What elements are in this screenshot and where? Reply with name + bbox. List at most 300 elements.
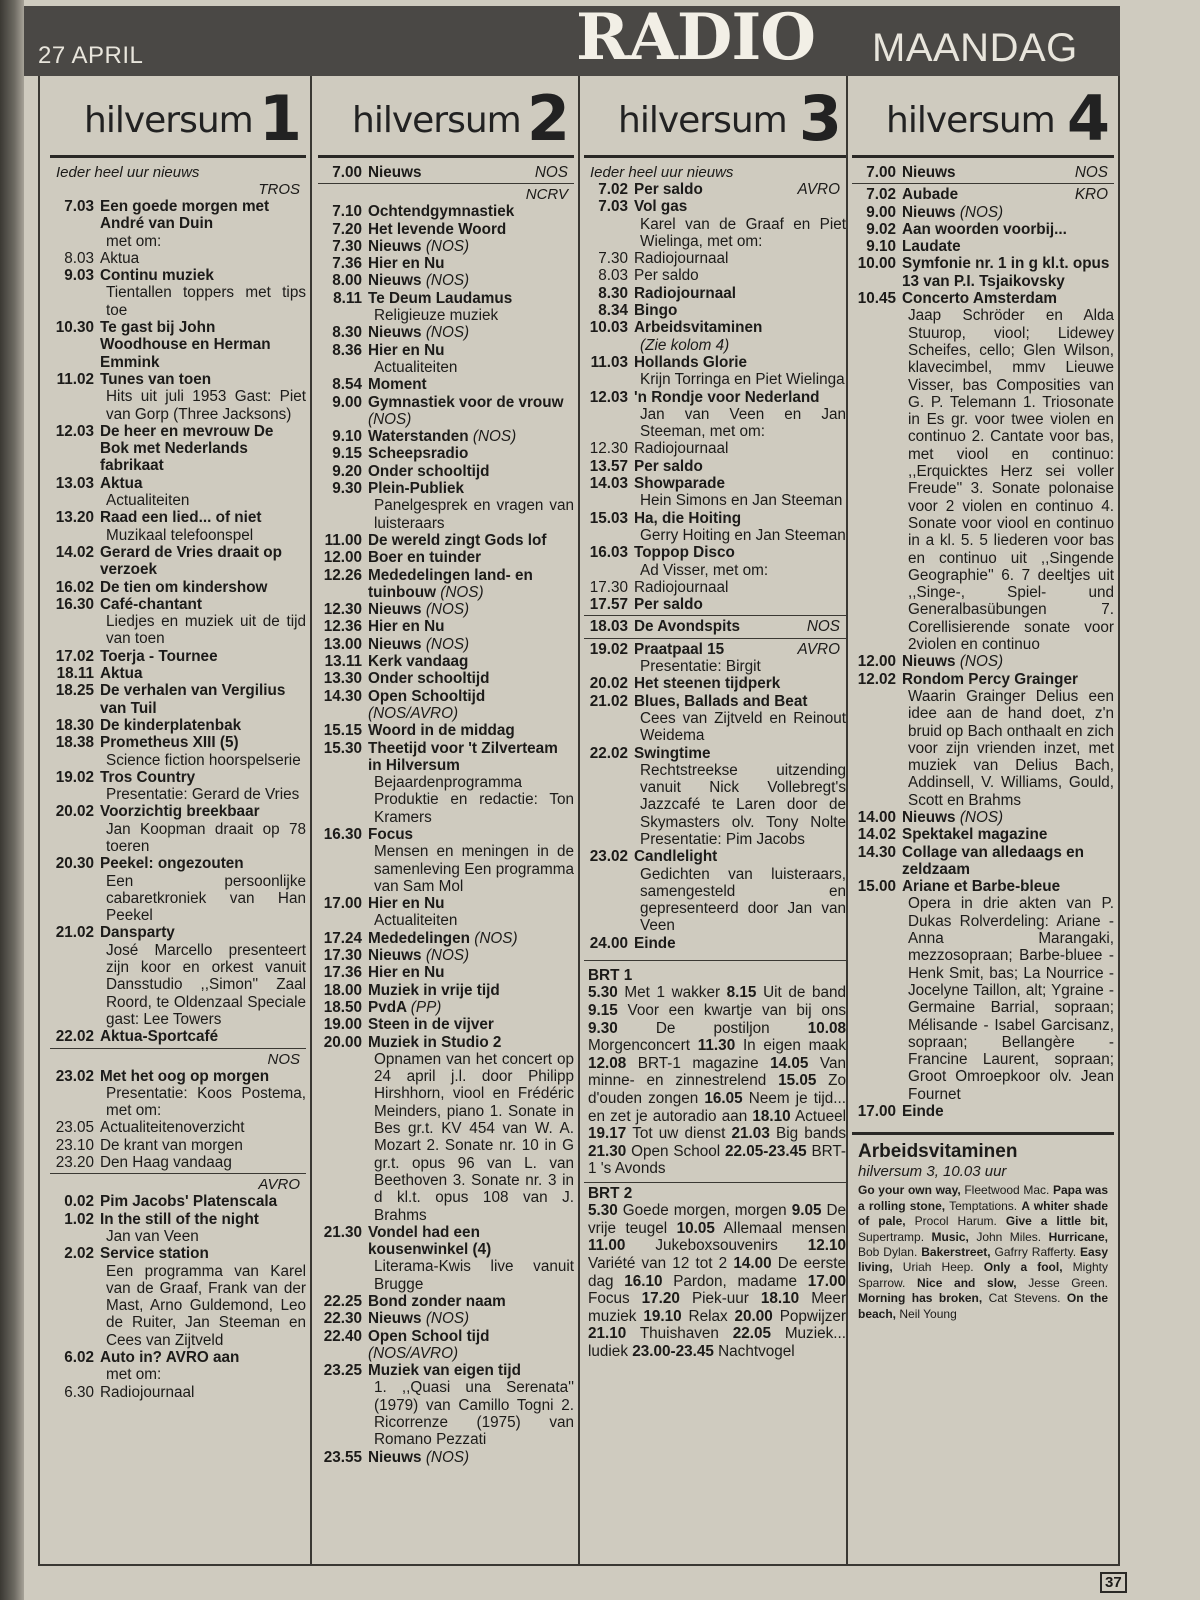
program-time: 9.15 (332, 445, 362, 463)
program-entry (50, 682, 306, 717)
program-line (634, 745, 846, 762)
program-line (902, 238, 1114, 255)
segment-time: 10.08 (807, 1019, 846, 1037)
station-number: 1 (258, 82, 302, 155)
program-line (634, 302, 846, 319)
program-time: 18.25 (55, 682, 94, 700)
program-title: Aktua (100, 249, 140, 267)
program-time: 23.10 (55, 1136, 94, 1154)
program-entry (318, 1293, 574, 1310)
segment-time: 23.00-23.45 (632, 1342, 714, 1360)
program-title: Radiojournaal (100, 1383, 195, 1401)
program-title: Mededelingen land- en tuinbouw (368, 566, 533, 601)
program-time: 7.00 (332, 164, 362, 181)
program-line (368, 601, 574, 618)
program-broadcaster: (NOS/AVRO) (368, 704, 459, 722)
program-list (50, 1193, 306, 1401)
program-line (368, 567, 574, 602)
program-description: Literama-Kwis live vanuit Brugge (374, 1258, 574, 1293)
program-line (368, 1016, 574, 1033)
program-entry (318, 1362, 574, 1379)
program-entry (318, 428, 574, 445)
program-time: 7.20 (332, 220, 362, 238)
program-time: 18.38 (55, 734, 94, 752)
program-title: Bond zonder naam (368, 1293, 506, 1310)
program-line (100, 544, 306, 579)
program-title: Hier en Nu (368, 255, 445, 273)
program-time: 8.00 (332, 272, 362, 290)
segment-time: 9.30 (588, 1019, 618, 1037)
program-line (100, 1211, 306, 1228)
segment-title: Piek-uur (691, 1290, 749, 1308)
program-description: Actualiteiten (374, 912, 458, 930)
program-title: De kinderplatenbak (100, 716, 242, 734)
song-artist: Procol Harum. (914, 1214, 997, 1229)
program-broadcaster: (NOS/AVRO) (368, 1344, 459, 1362)
program-entry (50, 924, 306, 941)
box-subtitle: hilversum 3, 10.03 uur (858, 1163, 1007, 1181)
segment-title: In eigen maak (742, 1037, 846, 1055)
program-title: Ariane et Barbe-bleue (902, 878, 1061, 896)
program-entry (852, 238, 1114, 255)
program-title: Scheepsradio (368, 445, 469, 463)
program-entry (318, 221, 574, 238)
program-title: Peekel: ongezouten (100, 855, 244, 873)
program-line (634, 250, 846, 267)
program-time: 2.02 (64, 1245, 94, 1263)
broadcaster-label: NOS (806, 618, 840, 636)
program-entry (50, 250, 306, 267)
program-line (368, 999, 574, 1016)
program-title: Nieuws (902, 808, 956, 826)
program-line (100, 1137, 306, 1154)
program-entry (318, 930, 574, 947)
song-artist: Temptations. (949, 1198, 1018, 1213)
program-title: Nieuws (368, 164, 422, 181)
segment-title: Big bands (776, 1125, 846, 1143)
column-divider (310, 76, 312, 1566)
song-title: Go your own way, (858, 1183, 961, 1198)
program-broadcaster: (NOS) (425, 272, 470, 290)
page-edge (0, 0, 24, 1600)
program-line (902, 844, 1114, 879)
program-line (100, 267, 306, 284)
program-entry (50, 579, 306, 596)
program-entry (50, 1211, 306, 1228)
program-entry (584, 285, 846, 302)
song-title: Morning has broken, (858, 1291, 983, 1306)
program-time: 22.30 (323, 1310, 362, 1328)
program-title: Candlelight (634, 848, 718, 866)
program-description: Een persoonlijke cabaretkroniek van Han Peekel (106, 872, 306, 925)
program-title: De tien om kindershow (100, 578, 268, 596)
segment-time: 18.10 (752, 1107, 791, 1125)
program-broadcaster: (NOS) (474, 929, 518, 947)
segment-time: 16.10 (624, 1272, 663, 1290)
program-title: Radiojournaal (634, 284, 736, 302)
program-time: 21.02 (55, 924, 94, 942)
column-hilversum-2 (318, 80, 574, 1564)
program-line (634, 198, 846, 215)
program-line (634, 475, 846, 492)
program-title: Vol gas (634, 198, 688, 216)
station-number: 3 (798, 82, 842, 155)
program-title: Toppop Disco (634, 544, 735, 562)
program-line (634, 354, 846, 371)
program-entry (852, 809, 1114, 826)
program-description: José Marcello presenteert zijn koor en orkest vanuit Dansstudio ,,Simon'' Zaal Roord, te Oldenzaal Speciale gast: Lee Towers (106, 941, 306, 1028)
program-time: 20.00 (323, 1033, 362, 1051)
program-line (368, 1293, 574, 1310)
program-title: De Avondspits (634, 618, 740, 636)
program-time: 8.03 (598, 267, 628, 285)
program-description: Panelgesprek en vragen van luisteraars (374, 497, 574, 532)
segment-time: 9.15 (588, 1001, 618, 1019)
program-description: Muzikaal telefoonspel (106, 526, 254, 544)
program-entry (50, 1349, 306, 1366)
segment-time: 8.15 (726, 984, 757, 1002)
program-entry (50, 596, 306, 613)
program-line (368, 342, 574, 359)
program-line (100, 371, 306, 388)
song-artist: John Miles. (976, 1229, 1042, 1244)
program-entry (318, 376, 574, 393)
program-entry (318, 653, 574, 670)
segment-time: 11.30 (697, 1037, 736, 1055)
program-list (50, 198, 306, 1046)
program-entry (50, 475, 306, 492)
program-entry (50, 1119, 306, 1136)
program-line (634, 544, 846, 561)
program-time: 24.00 (589, 934, 628, 952)
program-description: 1. ,,Quasi una Serenata'' (1979) van Camillo Togni 2. Ricorrenze (1975) van Romano Pezzati (374, 1379, 574, 1449)
segment-title: De postiljon (655, 1019, 770, 1037)
program-title: Woord in de middag (368, 722, 515, 740)
program-line (100, 769, 306, 786)
program-line (100, 250, 306, 267)
program-time: 18.11 (56, 665, 94, 683)
program-entry (318, 394, 574, 429)
program-entry (50, 423, 306, 475)
program-entry (318, 601, 574, 618)
program-time: 10.00 (857, 255, 896, 273)
program-description: Mensen en meningen in de samenleving Een programma van Sam Mol (374, 843, 574, 895)
program-time: 17.57 (589, 596, 628, 614)
program-entry (584, 302, 846, 319)
program-entry (50, 855, 306, 872)
song-artist: Mighty Sparrow. (858, 1260, 1109, 1290)
program-title: Radiojournaal (634, 578, 729, 596)
program-line (100, 717, 306, 734)
program-description: Liedjes en muziek uit de tijd van toen (106, 613, 306, 648)
segment-title: Uit de band (763, 984, 846, 1002)
program-title: Service station (100, 1245, 209, 1263)
hourly-news-note: Ieder heel uur nieuws (56, 164, 200, 181)
station-number: 4 (1066, 82, 1110, 155)
program-title: Ha, die Hoiting (634, 509, 742, 527)
program-time: 19.02 (589, 640, 628, 658)
program-entry (318, 445, 574, 462)
program-line (368, 964, 574, 981)
segment-title: Jukeboxsouvenirs (655, 1237, 778, 1255)
program-time: 17.30 (323, 947, 362, 965)
program-description: Opera in drie akten van P. Dukas Rolverdeling: Ariane - Anna Marangaki, mezzosopraan; Barbe-bluee - Henk Smit, bas; La Nourrice - Jocelyne Taillon, alt; Ygraine - Germaine Barrial, sopraan; Mélisande - Isabel Garcisanz, sopraan; Bellangère - Francine Laurent, sopraan; Groot Omroepkoor olv. Jean Fournet (908, 895, 1114, 1103)
program-entry (318, 480, 574, 497)
program-time: 11.03 (590, 353, 628, 371)
program-title: Aktua-Sportcafé (100, 1028, 219, 1046)
program-description: Presentatie: Birgit (640, 658, 761, 676)
station-header (852, 80, 1114, 158)
program-description: met om: (106, 232, 162, 250)
program-line (902, 878, 1114, 895)
program-line (100, 198, 306, 233)
program-time: 13.00 (323, 635, 362, 653)
program-entry (584, 675, 846, 692)
program-entry (318, 290, 574, 307)
segment-title: Tot uw dienst (632, 1125, 726, 1143)
program-line (100, 596, 306, 613)
program-title: Te Deum Laudamus (368, 289, 513, 307)
program-title: Per saldo (634, 267, 699, 285)
segment-title: Actueel (794, 1107, 846, 1125)
program-line (100, 734, 306, 751)
program-entry (584, 475, 846, 492)
program-line (368, 947, 574, 964)
segment-title: Meer muziek (588, 1290, 846, 1325)
program-title: Per saldo (634, 457, 703, 475)
program-time: 18.00 (323, 981, 362, 999)
program-description: Jaap Schröder en Alda Stuurop, viool; Lidewey Scheifes, cello; Glen Wilson, klavecimbel, mmv Lieuwe Visser, bas Composities van G. P. Telemann 1. Triosonate in Es gr. voor twee violen en continuo 2. Cantate voor bas, met viool en continuo: ,,Erquicktes Herz sei voller Freude'' 3. Sonate polonaise voor 2 violen en continuo 4. Sonate voor viool en continuo in a kl. 5. 5 liederen voor bas en continuo uit ,,Singende Geographie'' 6. 7 deeltjes uit ,,Singe-, Spiel- und Generalbasübungen 7. Corellisierende sonate voor 2violen en continuo (908, 307, 1114, 654)
program-title: Actualiteitenoverzicht (100, 1119, 245, 1137)
program-time: 7.30 (598, 250, 628, 268)
program-line (902, 221, 1114, 238)
program-entry (50, 717, 306, 734)
program-time: 8.34 (598, 302, 628, 320)
program-title: Voorzichtig breekbaar (100, 803, 260, 821)
program-description: Krijn Torringa en Piet Wielinga (640, 371, 845, 389)
program-title: Concerto Amsterdam (902, 290, 1057, 308)
program-line (368, 324, 574, 341)
broadcaster-label: AVRO (797, 181, 840, 198)
program-title: Aktua (100, 474, 143, 492)
program-line (634, 181, 846, 198)
page-number: 37 (1100, 1572, 1127, 1593)
program-description: Ad Visser, met om: (640, 561, 769, 579)
program-time: 16.03 (589, 544, 628, 562)
program-time: 13.03 (55, 474, 94, 492)
program-time: 21.30 (323, 1223, 362, 1241)
brt2-schedule (584, 1202, 846, 1360)
segment-title: Focus (588, 1290, 630, 1308)
program-line (368, 982, 574, 999)
program-line (368, 532, 574, 549)
program-time: 7.36 (332, 255, 362, 273)
brt2-title: BRT 2 (588, 1184, 633, 1202)
program-title: Boer en tuinder (368, 549, 482, 567)
program-time: 9.10 (332, 428, 362, 446)
program-time: 12.26 (323, 566, 362, 584)
segment-title: Van minne- en zinnestrelend (588, 1054, 846, 1090)
program-entry (50, 803, 306, 820)
program-time: 12.03 (55, 422, 94, 440)
program-time: 20.30 (55, 855, 94, 873)
program-entry (318, 722, 574, 739)
program-title: Ochtendgymnastiek (368, 203, 515, 221)
segment-time: 19.17 (588, 1125, 627, 1143)
program-line (902, 290, 1114, 307)
program-title: Raad een lied... of niet (100, 509, 262, 527)
segment-title: Popwijzer (779, 1307, 846, 1325)
station-name: hilversum (352, 100, 521, 141)
program-time: 17.02 (55, 647, 94, 665)
program-time: 10.45 (857, 290, 896, 308)
program-line (634, 935, 846, 952)
program-title: Het levende Woord (368, 220, 507, 238)
column-hilversum-1 (50, 80, 306, 1564)
program-time: 9.02 (866, 220, 896, 238)
program-title: PvdA (368, 998, 407, 1016)
song-title: On the beach, (858, 1291, 1109, 1321)
program-time: 8.30 (598, 284, 628, 302)
program-time: 20.02 (55, 803, 94, 821)
program-title: De verhalen van Vergilius van Tuil (100, 682, 286, 717)
program-time: 23.55 (323, 1448, 362, 1466)
program-entry (318, 636, 574, 653)
program-entry (584, 544, 846, 561)
program-line (368, 394, 574, 429)
program-time: 14.02 (55, 543, 94, 561)
program-entry (318, 826, 574, 843)
program-title: Het steenen tijdperk (634, 675, 781, 693)
program-title: Een goede morgen met André van Duin (100, 198, 270, 233)
segment-title: Thuishaven (639, 1325, 719, 1343)
program-time: 22.40 (323, 1327, 362, 1345)
program-time: 12.00 (857, 653, 896, 671)
program-entry (50, 1193, 306, 1210)
column-divider (846, 76, 848, 1566)
program-title: Waterstanden (368, 428, 469, 446)
segment-time: 22.05-23.45 (724, 1142, 807, 1160)
arbeidsvitaminen-box (852, 1132, 1114, 1326)
program-line (368, 688, 574, 723)
program-line (100, 319, 306, 371)
program-time: 19.00 (323, 1016, 362, 1034)
program-title: Toerja - Tournee (100, 647, 218, 665)
song-title: A whiter shade of pale, (858, 1198, 1109, 1229)
program-time: 14.30 (323, 687, 362, 705)
segment-time: 14.00 (733, 1254, 772, 1272)
program-time: 9.03 (64, 267, 94, 285)
program-entry (318, 324, 574, 341)
program-entry (318, 532, 574, 549)
program-title: Te gast bij John Woodhouse en Herman Emmink (100, 319, 271, 371)
brt1-title: BRT 1 (588, 967, 633, 985)
program-line (100, 855, 306, 872)
broadcaster-label: NOS (534, 164, 568, 181)
program-line (100, 1384, 306, 1401)
station-name: hilversum (618, 100, 787, 141)
program-time: 10.03 (589, 319, 628, 337)
program-title: Per saldo (634, 181, 703, 198)
program-title: Laudate (902, 238, 961, 256)
program-title: Tunes van toen (100, 370, 212, 388)
program-time: 9.30 (332, 480, 362, 498)
program-time: 18.03 (589, 618, 628, 636)
segment-title: Neem je tijd... en zet je autoradio aan (588, 1089, 846, 1125)
program-line (368, 463, 574, 480)
program-title: Radiojournaal (634, 440, 729, 458)
program-entry (852, 653, 1114, 670)
program-time: 13.30 (323, 670, 362, 688)
program-line (368, 722, 574, 739)
broadcaster-label: TROS (258, 181, 300, 198)
station-name: hilversum (84, 100, 253, 141)
program-line (100, 1119, 306, 1136)
program-line (634, 675, 846, 692)
program-title: Nieuws (368, 947, 422, 965)
program-broadcaster: (NOS) (440, 583, 484, 601)
program-line (368, 238, 574, 255)
program-line (368, 636, 574, 653)
program-line (368, 826, 574, 843)
program-line (368, 203, 574, 220)
program-line (100, 648, 306, 665)
program-description: Jan Koopman draait op 78 toeren (106, 820, 306, 855)
program-entry (318, 203, 574, 220)
program-entry (584, 389, 846, 406)
program-description: Hits uit juli 1953 Gast: Piet van Gorp (Three Jacksons) (106, 388, 306, 423)
program-title: Einde (634, 934, 676, 952)
program-entry (584, 510, 846, 527)
program-title: Vondel had een kousenwinkel (4) (368, 1223, 492, 1259)
program-title: Hier en Nu (368, 895, 445, 913)
program-entry (852, 255, 1114, 290)
program-entry (318, 999, 574, 1016)
program-time: 17.30 (589, 578, 628, 596)
program-title: Showparade (634, 475, 725, 493)
program-line (368, 1362, 574, 1379)
program-title: Per saldo (634, 596, 703, 614)
program-time: 6.02 (64, 1349, 94, 1366)
program-entry (584, 198, 846, 215)
program-time: 23.20 (55, 1154, 94, 1172)
program-broadcaster: (NOS) (425, 635, 470, 653)
program-entry (584, 440, 846, 457)
program-line (100, 423, 306, 475)
station-header (584, 80, 846, 158)
program-title: Muziek in Studio 2 (368, 1033, 502, 1051)
program-title: Aan woorden voorbij... (902, 220, 1067, 238)
program-line (368, 740, 574, 775)
segment-time: 14.05 (770, 1054, 809, 1072)
program-time: 14.02 (857, 826, 896, 844)
program-entry (50, 1245, 306, 1262)
program-entry (50, 1154, 306, 1171)
song-title: Papa was a rolling stone, (858, 1183, 1108, 1213)
program-time: 13.11 (324, 653, 362, 671)
program-line (100, 1349, 306, 1366)
column-hilversum-3 (584, 80, 846, 1564)
song-title: Hurricane, (1048, 1229, 1108, 1244)
program-broadcaster: (NOS) (959, 808, 1004, 826)
program-time: 9.00 (332, 393, 362, 411)
segment-time: 21.03 (731, 1125, 770, 1143)
program-time: 8.03 (64, 249, 94, 267)
program-line (634, 510, 846, 527)
divider (584, 638, 846, 639)
program-entry (318, 964, 574, 981)
program-line (368, 290, 574, 307)
